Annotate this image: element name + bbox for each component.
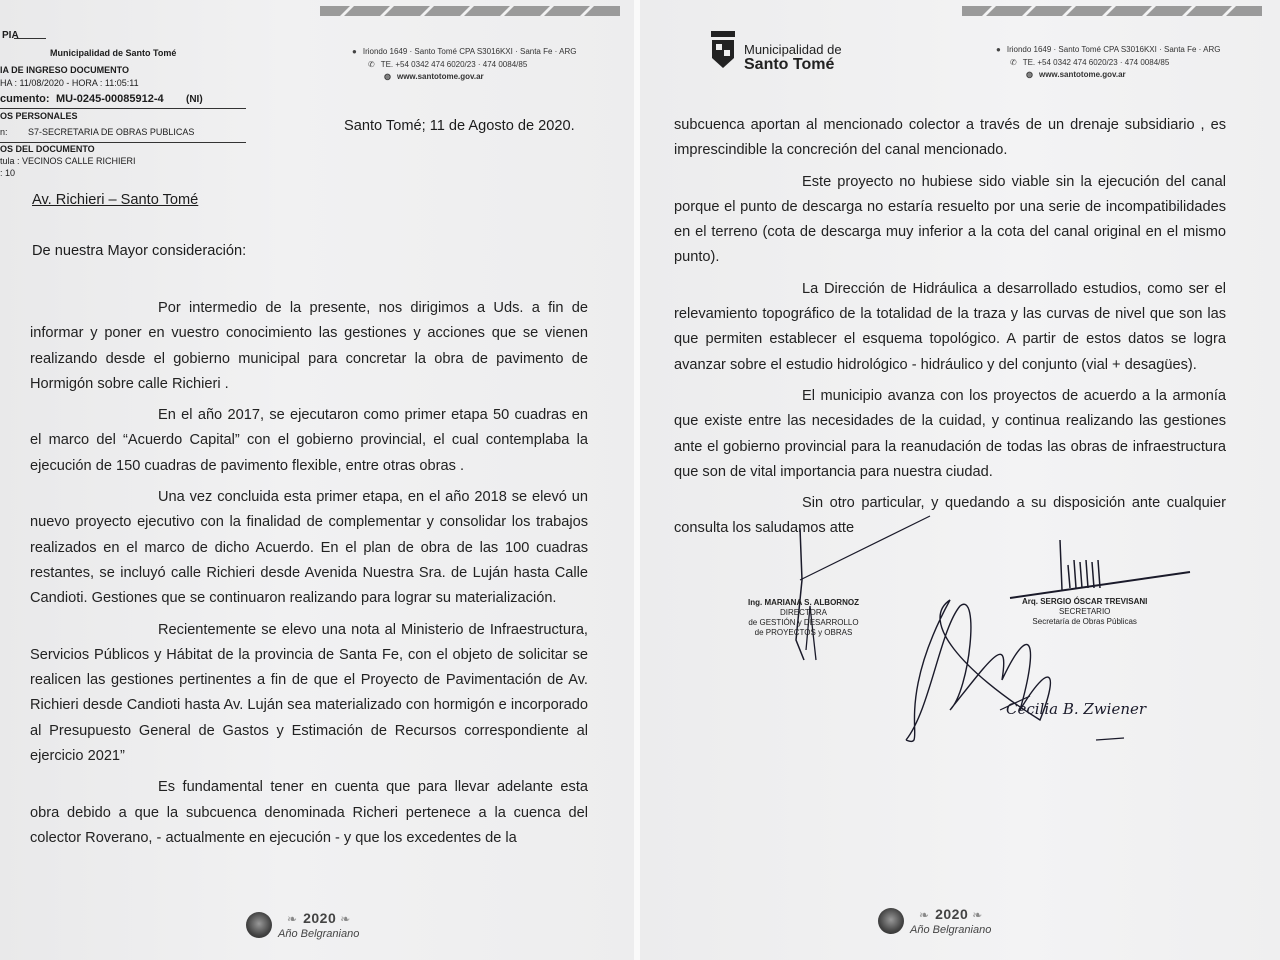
letter-page-2 xyxy=(640,0,1280,960)
stamp-documento-label: cumento: xyxy=(0,93,50,105)
location-pin-icon: ● xyxy=(996,45,1001,54)
footer-subtitle: Año Belgraniano xyxy=(910,924,992,936)
stamp-copy-label: PIA xyxy=(2,30,19,41)
municipality-crest-icon xyxy=(710,30,736,70)
signatory-role: de PROYECTOS y OBRAS xyxy=(754,628,853,637)
header-decoration xyxy=(320,4,620,16)
stamp-municipality: Municipalidad de Santo Tomé xyxy=(50,48,177,58)
belgrano-medal-icon xyxy=(246,912,272,938)
signatory-role: DIRECTORA xyxy=(779,608,827,617)
header-decoration xyxy=(962,4,1262,16)
contact-phone: ✆ TE. +54 0342 474 6020/23 · 474 0084/85 xyxy=(368,60,528,69)
paragraph: Por intermedio de la presente, nos dirigimos a Uds. a fin de informar y poner en vuestro conocimiento las gestiones y acciones que se vienen realizando desde el gobierno municipal para concretar la obra de pavimento de Hormigón sobre calle Richieri . xyxy=(30,300,588,392)
signatory-role: SECRETARIO xyxy=(1058,607,1111,616)
signatory-name: Ing. MARIANA S. ALBORNOZ xyxy=(748,598,859,607)
stamp-caratula: tula : VECINOS CALLE RICHIERI xyxy=(0,156,136,166)
belgrano-medal-icon xyxy=(878,908,904,934)
paragraph: Este proyecto no hubiese sido viable sin la ejecución del canal porque el punto de descarga no estaría resuelto por una serie de incompatibilidades en el terreno (cota de descarga muy inferior a la cota del canal original en el mismo punto). xyxy=(674,173,1226,266)
paragraph: Recientemente se elevo una nota al Ministerio de Infraestructura, Servicios Públicos y Hábitat de la provincia de Santa Fe, con el objeto de solicitar se realicen las gestiones pertinentes a fin de que el Proyecto de Pavimentación de Av. Richieri desde Candioti hasta Av. Luján sea materializado con hormigón e incorporado al Presupuesto General de Gastos y Estimación de Recursos correspondiente al ejercicio 2021” xyxy=(30,621,588,765)
stamp-divider xyxy=(0,142,246,143)
paragraph: En el año 2017, se ejecutaron como primer etapa 50 cuadras en el marco del “Acuerdo Capital” con el gobierno provincial, el cual contemplaba la ejecución de 150 cuadras de pavimento flexible, entre otras obras . xyxy=(30,407,588,474)
paragraph: Una vez concluida esta primer etapa, en el año 2018 se elevó un nuevo proyecto ejecutivo con la finalidad de complementar y consolidar los trabajos realizados en el marco de dicho Acuerdo. En el plan de obra de las 100 cuadras restantes, se incluyó calle Richieri desde Avenida Nuestra Sra. de Luján hasta Calle Candioti. Gestiones que se continuaron realizando para lograr su materialización. xyxy=(30,489,588,607)
letter-date: Santo Tomé; 11 de Agosto de 2020. xyxy=(344,118,575,134)
contact-web: ◍ www.santotome.gov.ar xyxy=(1026,70,1126,79)
stamp-documento-number: MU-0245-00085912-4 xyxy=(56,93,164,105)
footer-logo: ❧ 2020 ❧ Año Belgraniano xyxy=(878,906,991,936)
signatory-role: Secretaría de Obras Públicas xyxy=(1032,617,1137,626)
logo-line1: Municipalidad de xyxy=(744,42,842,57)
letter-page-1 xyxy=(0,0,634,960)
location-pin-icon: ● xyxy=(352,47,357,56)
letter-salutation: De nuestra Mayor consideración: xyxy=(32,243,247,259)
stamp-datos-documento: OS DEL DOCUMENTO xyxy=(0,144,95,154)
letter-body xyxy=(30,296,588,851)
globe-icon: ◍ xyxy=(384,72,391,81)
contact-address: ● Iriondo 1649 · Santo Tomé CPA S3016KXI · Santa Fe · ARG xyxy=(996,45,1221,54)
contact-phone: ✆ TE. +54 0342 474 6020/23 · 474 0084/85 xyxy=(1010,58,1170,67)
phone-icon: ✆ xyxy=(1010,58,1017,67)
paragraph: La Dirección de Hidráulica a desarrollado estudios, como ser el relevamiento topográfico de la totalidad de la traza y las curvas de nivel que son las que permiten establecer el esquema topológico. A partir de estos datos se logra avanzar sobre el estudio hidrológico - hidráulico y del conjunto (vial + desagües). xyxy=(674,280,1226,373)
stamp-documento-suffix: (NI) xyxy=(186,94,203,105)
stamp-secretaria-prefix: n: xyxy=(0,127,8,137)
paragraph: Es fundamental tener en cuenta que para llevar adelante esta obra debido a que la subcuenca denominada Richeri pertenece a la cuenca del colector Roverano, - actualmente en ejecución - y que los excedentes de la xyxy=(30,779,588,846)
paragraph: Sin otro particular, y quedando a su disposición ante cualquier consulta los saludamos atte xyxy=(674,495,1226,537)
stamp-datos-personales: OS PERSONALES xyxy=(0,111,78,121)
handwritten-name: Cecilia B. Zwiener xyxy=(1006,700,1147,718)
logo-line2: Santo Tomé xyxy=(744,56,835,73)
signature-block-1 xyxy=(748,598,859,638)
signature-block-2 xyxy=(1022,597,1147,627)
contact-web: ◍ www.santotome.gov.ar xyxy=(384,72,484,81)
stamp-divider xyxy=(0,108,246,109)
globe-icon: ◍ xyxy=(1026,70,1033,79)
letter-body xyxy=(674,113,1226,542)
paragraph: El municipio avanza con los proyectos de acuerdo a la armonía que existe entre las necesidades de la cuidad, y continua realizando las gestiones ante el gobierno provincial para la reanudación de todas las obras de infraestructura que son de vital importancia para nuestra ciudad. xyxy=(674,387,1226,480)
stamp-secretaria: S7-SECRETARIA DE OBRAS PUBLICAS xyxy=(28,127,195,137)
stamp-folios: : 10 xyxy=(0,168,16,178)
stamp-fecha-hora: HA : 11/08/2020 - HORA : 11:05:11 xyxy=(0,78,139,88)
signatory-role: de GESTIÓN y DESARROLLO xyxy=(748,618,859,627)
phone-icon: ✆ xyxy=(368,60,375,69)
paragraph: subcuenca aportan al mencionado colector a través de un drenaje subsidiario , es imprescindible la concreción del canal mencionado. xyxy=(674,117,1226,159)
footer-subtitle: Año Belgraniano xyxy=(278,928,360,940)
footer-year: 2020 xyxy=(303,910,337,926)
stamp-mark xyxy=(14,34,46,39)
signatory-name: Arq. SERGIO ÓSCAR TREVISANI xyxy=(1022,597,1148,606)
contact-address: ● Iriondo 1649 · Santo Tomé CPA S3016KXI · Santa Fe · ARG xyxy=(352,47,577,56)
letter-addressee: Av. Richieri – Santo Tomé xyxy=(32,192,199,208)
footer-year: 2020 xyxy=(935,906,969,922)
stamp-ingreso-header: IA DE INGRESO DOCUMENTO xyxy=(0,65,130,75)
footer-logo: ❧ 2020 ❧ Año Belgraniano xyxy=(246,910,359,940)
